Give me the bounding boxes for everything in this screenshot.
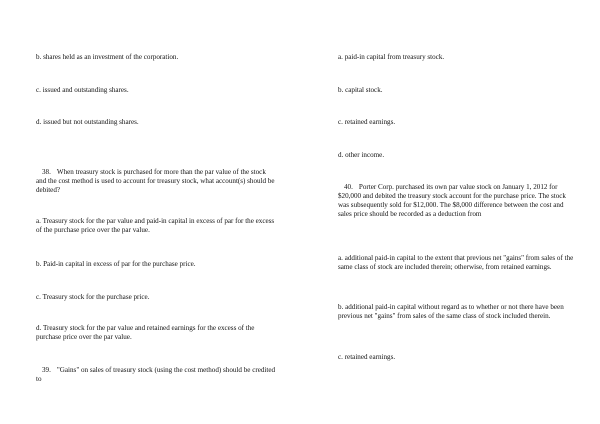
question-40 [338, 183, 574, 219]
question-39-option-c: c. retained earnings. [338, 118, 396, 126]
question-38 [36, 168, 276, 195]
option-d-previous-question: d. issued but not outstanding shares. [36, 118, 139, 126]
question-38-number: 38. [42, 168, 51, 176]
question-39 [36, 366, 276, 384]
option-b-previous-question: b. shares held as an investment of the corporation. [36, 53, 179, 61]
question-38-option-c: c. Treasury stock for the purchase price. [36, 293, 150, 301]
question-38-option-b: b. Paid-in capital in excess of par for the purchase price. [36, 260, 196, 268]
option-c-previous-question: c. issued and outstanding shares. [36, 86, 129, 94]
question-40-text: Porter Corp. purchased its own par value stock on January 1, 2012 for $20,000 and debited the treasury stock account for the purchase price. The stock was subsequently sold for $12,000. The $8,000 difference between the cost and sales price should be recorded as a deduction from [338, 183, 566, 218]
question-38-option-a: a. Treasury stock for the par value and paid-in capital in excess of par for the excess of the purchase price over the par value. [36, 217, 275, 234]
question-39-option-b: b. capital stock. [338, 86, 383, 94]
question-38-option-d: d. Treasury stock for the par value and retained earnings for the excess of the purchase price over the par value. [36, 324, 255, 341]
question-40-number: 40. [344, 183, 353, 191]
question-39-text: "Gains" on sales of treasury stock (using the cost method) should be credited to [36, 366, 276, 383]
question-39-option-a: a. paid-in capital from treasury stock. [338, 53, 445, 61]
question-39-option-d: d. other income. [338, 151, 385, 159]
question-39-number: 39. [42, 366, 51, 374]
question-40-option-b: b. additional paid-in capital without regard as to whether or not there have been previous net "gains" from sales of the same class of stock included therein. [338, 303, 564, 320]
question-40-option-c: c. retained earnings. [338, 353, 396, 361]
question-40-option-a: a. additional paid-in capital to the extent that previous net "gains" from sales of the same class of stock are included therein; otherwise, from retained earnings. [338, 254, 574, 271]
question-38-text: When treasury stock is purchased for more than the par value of the stock and the cost method is used to account for treasury stock, what account(s) should be debited? [36, 168, 275, 194]
